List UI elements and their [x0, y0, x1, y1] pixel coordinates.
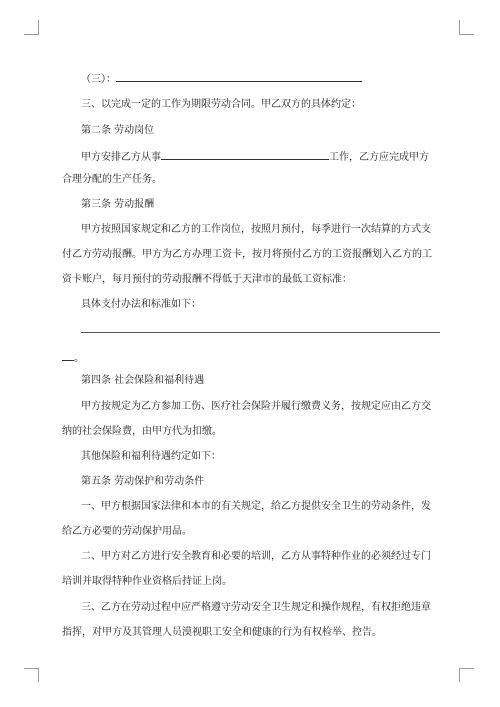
article-4-paragraph-line1: 甲方按规定为乙方参加工伤、医疗社会保险并履行缴费义务，按规定应由乙方交	[81, 401, 431, 412]
article-5-item1-line2: 给乙方必要的劳动保护用品。	[62, 526, 192, 537]
crop-mark-top-right	[459, 20, 460, 34]
article-5-title: 第五条 劳动保护和劳动条件	[81, 476, 205, 487]
article-3-paragraph-line1: 甲方按照国家规定和乙方的工作岗位，按照月预付，每季进行一次结算的方式支	[81, 224, 431, 235]
article-2-title: 第二条 劳动岗位	[81, 125, 155, 136]
article-5-item3-line1: 三、乙方在劳动过程中应严格遵守劳动安全卫生规定和操作规程，有权拒绝违章	[81, 602, 431, 613]
crop-mark-top-right	[459, 34, 474, 35]
article-5-item2-line2: 培训并取得特种作业资格后持证上岗。	[62, 576, 232, 587]
item-three-line	[81, 71, 362, 87]
article-5-item1-line1: 一、甲方根据国家法律和本市的有关规定，给乙方提供安全卫生的劳动条件，发	[81, 501, 431, 512]
crop-mark-bottom-right	[459, 668, 460, 682]
item-three-label: （三）：	[81, 74, 116, 85]
crop-mark-bottom-right	[459, 668, 474, 669]
clause-type-three: 三、以完成一定的工作为期限劳动合同。甲乙双方的具体约定：	[81, 99, 361, 110]
payment-method-label: 具体支付办法和标准如下：	[81, 299, 201, 310]
period-mark: 。	[74, 353, 84, 364]
article-5-item2-line1: 二、甲方对乙方进行安全教育和必要的培训，乙方从事特种作业的必须经过专门	[81, 551, 431, 562]
article-3-paragraph-line3: 资卡账户，每月预付的劳动报酬不得低于天津市的最低工资标准：	[62, 274, 352, 285]
article-4-other-benefits: 其他保险和福利待遇约定如下：	[81, 451, 221, 462]
item-three-blank[interactable]	[116, 71, 362, 82]
payment-method-blank-tail[interactable]	[62, 350, 74, 361]
article-3-paragraph-line2: 付乙方劳动报酬。甲方为乙方办理工资卡，按月将预付乙方的工资报酬划入乙方的工	[62, 249, 432, 260]
article-2-text-start: 甲方安排乙方从事	[81, 152, 161, 163]
job-position-blank[interactable]	[161, 149, 329, 160]
payment-method-blank-line[interactable]	[81, 332, 440, 333]
article-2-paragraph-line2: 合理分配的生产任务。	[62, 174, 162, 185]
article-4-title: 第四条 社会保险和福利待遇	[81, 375, 205, 386]
crop-mark-bottom-left	[38, 668, 39, 682]
article-4-paragraph-line2: 纳的社会保险费，由甲方代为扣缴。	[62, 426, 222, 437]
crop-mark-top-left	[24, 34, 39, 35]
article-2-text-end: 工作，乙方应完成甲方	[329, 152, 429, 163]
article-3-title: 第三条 劳动报酬	[81, 199, 155, 210]
article-5-item3-line2: 指挥，对甲方及其管理人员漠视职工安全和健康的行为有权检举、控告。	[62, 627, 382, 638]
article-2-paragraph	[81, 149, 429, 165]
crop-mark-bottom-left	[24, 668, 39, 669]
payment-method-blank-end	[62, 350, 84, 366]
crop-mark-top-left	[38, 20, 39, 34]
